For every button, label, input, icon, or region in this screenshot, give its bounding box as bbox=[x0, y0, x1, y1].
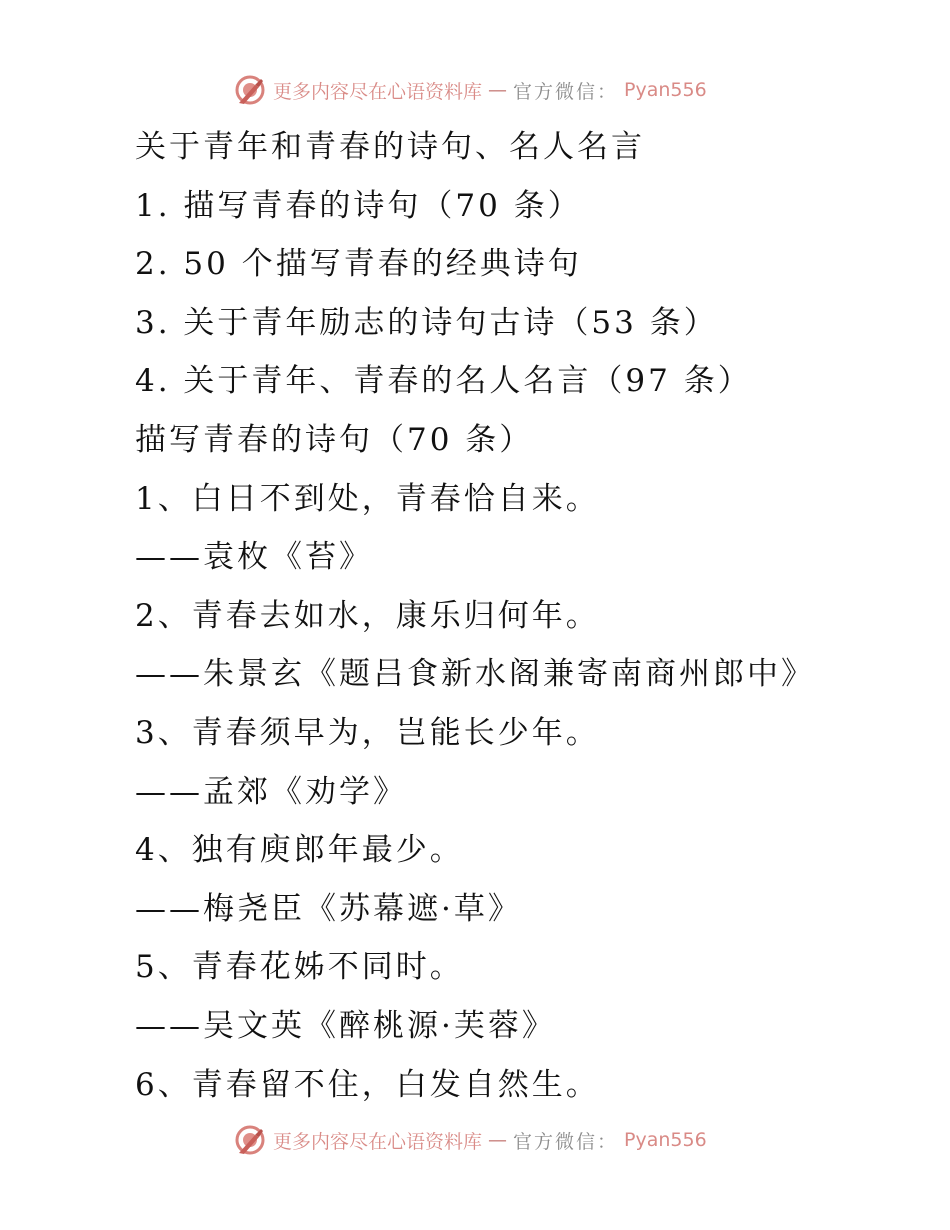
toc-item: 3. 关于青年励志的诗句古诗（53 条） bbox=[135, 304, 718, 341]
pen-logo-icon bbox=[233, 1123, 267, 1157]
poem-line: 6、青春留不住，白发自然生。 bbox=[135, 1066, 600, 1103]
watermark-wechat-id: Pyan556 bbox=[624, 1129, 707, 1151]
poem-line: 2、青春去如水，康乐归何年。 bbox=[135, 597, 600, 634]
poem-line: 4、独有庾郎年最少。 bbox=[135, 832, 464, 869]
watermark-header bbox=[233, 72, 707, 108]
poem-source: ——袁枚《苔》 bbox=[135, 539, 373, 576]
watermark-wechat-id: Pyan556 bbox=[624, 79, 707, 101]
document-title: 关于青年和青春的诗句、名人名言 bbox=[135, 129, 645, 165]
poem-source: ——吴文英《醉桃源·芙蓉》 bbox=[135, 1007, 556, 1044]
poem-line: 1、白日不到处，青春恰自来。 bbox=[135, 480, 600, 517]
toc-item: 2. 50 个描写青春的经典诗句 bbox=[135, 246, 582, 283]
watermark-text: 更多内容尽在心语资料库 bbox=[273, 80, 483, 103]
watermark-text: 更多内容尽在心语资料库 bbox=[273, 1130, 483, 1153]
watermark-official-label: 官方微信： bbox=[513, 80, 619, 103]
poem-line: 3、青春须早为，岂能长少年。 bbox=[135, 714, 600, 751]
poem-source: ——孟郊《劝学》 bbox=[135, 773, 407, 810]
toc-item: 4. 关于青年、青春的名人名言（97 条） bbox=[135, 363, 752, 400]
watermark-footer bbox=[233, 1122, 707, 1158]
watermark-official-label: 官方微信： bbox=[513, 1130, 619, 1153]
poem-source: ——朱景玄《题吕食新水阁兼寄南商州郎中》 bbox=[135, 656, 815, 693]
poem-source: ——梅尧臣《苏幕遮·草》 bbox=[135, 890, 522, 927]
document-body bbox=[135, 118, 925, 1114]
poem-line: 5、青春花姊不同时。 bbox=[135, 949, 464, 986]
watermark-dash: — bbox=[488, 1129, 508, 1151]
section-heading: 描写青春的诗句（70 条） bbox=[135, 421, 534, 458]
toc-item: 1. 描写青春的诗句（70 条） bbox=[135, 187, 582, 224]
pen-logo-icon bbox=[233, 73, 267, 107]
watermark-dash: — bbox=[488, 79, 508, 101]
